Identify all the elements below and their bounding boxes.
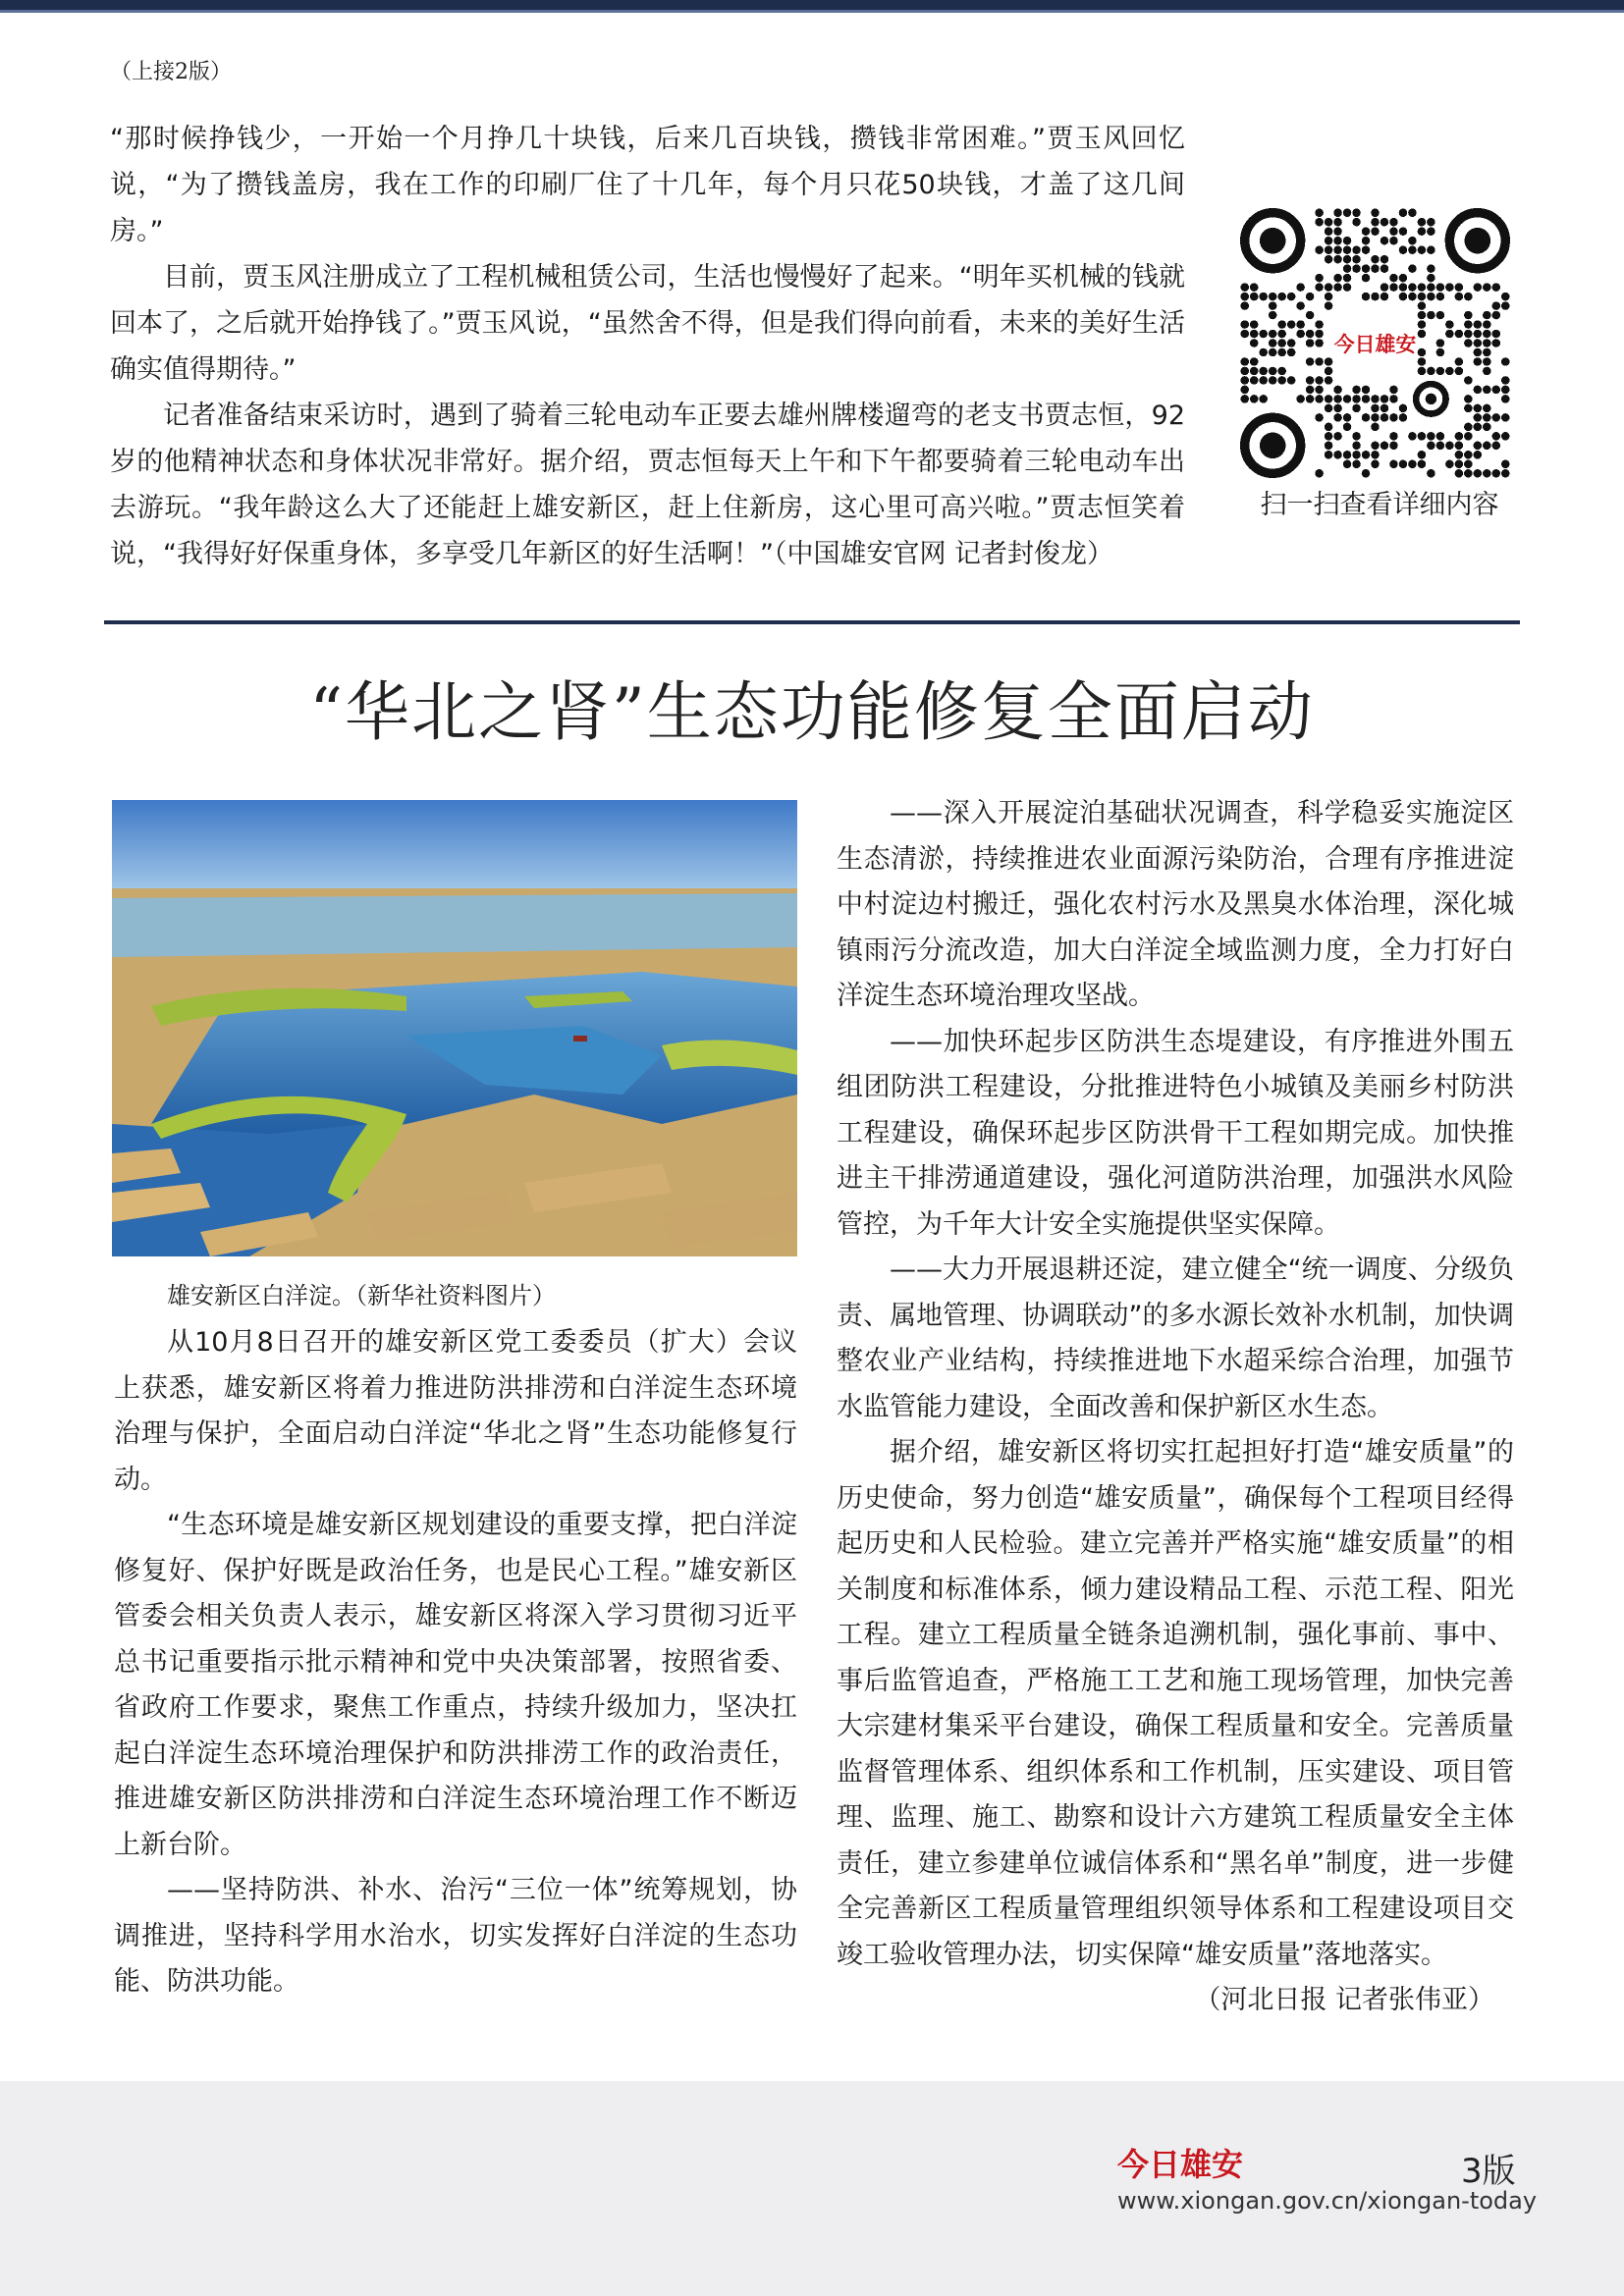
top-banner-accent <box>0 10 1624 13</box>
qr-code[interactable] <box>1240 208 1510 478</box>
qr-caption: 扫一扫查看详细内容 <box>1260 490 1499 520</box>
article-left-column <box>114 1320 797 2005</box>
photo-caption: 雄安新区白洋淀。（新华社资料图片） <box>167 1282 556 1309</box>
paragraph: “那时候挣钱少，一开始一个月挣几十块钱，后来几百块钱，攒钱非常困难。”贾玉风回忆说，“为了攒钱盖房，我在工作的印刷厂住了十几年，每个月只花50块钱，才盖了这几间房。” <box>110 124 1185 246</box>
paragraph: ——深入开展淀泊基础状况调查，科学稳妥实施淀区生态清淤，持续推进农业面源污染防治，合理有序推进淀中村淀边村搬迁，强化农村污水及黑臭水体治理，深化城镇雨污分流改造，加大白洋淀全域监测力度，全力打好白洋淀生态环境治理攻坚战。 <box>837 798 1514 1011</box>
paragraph: ——大力开展退耕还淀，建立健全“统一调度、分级负责、属地管理、协调联动”的多水源长效补水机制，加快调整农业产业结构，持续推进地下水超采综合治理，加强节水监管能力建设，全面改善和保护新区水生态。 <box>837 1255 1514 1422</box>
paragraph: 记者准备结束采访时，遇到了骑着三轮电动车正要去雄州牌楼遛弯的老支书贾志恒，92岁的他精神状态和身体状况非常好。据介绍，贾志恒每天上午和下午都要骑着三轮电动车出去游玩。“我年龄这么大了还能赶上雄安新区，赶上住新房，这心里可高兴啦。”贾志恒笑着说，“我得好好保重身体，多享受几年新区的好生活啊！”（中国雄安官网 记者封俊龙） <box>110 400 1185 569</box>
article-byline: （河北日报 记者张伟亚） <box>1194 1985 1494 2015</box>
paragraph: 据介绍，雄安新区将切实扛起担好打造“雄安质量”的历史使命，努力创造“雄安质量”，确保每个工程项目经得起历史和人民检验。建立完善并严格实施“雄安质量”的相关制度和标准体系，倾力建设精品工程、示范工程、阳光工程。建立工程质量全链条追溯机制，强化事前、事中、事后监管追查，严格施工工艺和施工现场管理，加快完善大宗建材集采平台建设，确保工程质量和安全。完善质量监督管理体系、组织体系和工作机制，压实建设、项目管理、监理、施工、勘察和设计六方建筑工程质量安全主体责任，建立参建单位诚信体系和“黑名单”制度，进一步健全完善新区工程质量管理组织领导体系和工程建设项目交竣工验收管理办法，切实保障“雄安质量”落地落实。 <box>837 1437 1514 1970</box>
section-divider <box>104 620 1520 624</box>
article-right-column <box>837 791 1514 2024</box>
top-banner-bar <box>0 0 1624 10</box>
footer-url[interactable]: www.xiongan.gov.cn/xiongan-today <box>1117 2187 1538 2215</box>
paragraph: ——加快环起步区防洪生态堤建设，有序推进外围五组团防洪工程建设，分批推进特色小城镇及美丽乡村防洪工程建设，确保环起步区防洪骨干工程如期完成。加快推进主干排涝通道建设，强化河道防洪治理，加强洪水风险管控，为千年大计安全实施提供坚实保障。 <box>837 1026 1514 1240</box>
previous-article-continuation <box>110 116 1185 577</box>
paragraph: 从10月8日召开的雄安新区党工委委员（扩大）会议上获悉，雄安新区将着力推进防洪排涝和白洋淀生态环境治理与保护，全面启动白洋淀“华北之肾”生态功能修复行动。 <box>114 1327 797 1495</box>
paragraph: 目前，贾玉风注册成立了工程机械租赁公司，生活也慢慢好了起来。“明年买机械的钱就回本了，之后就开始挣钱了。”贾玉风说，“虽然舍不得，但是我们得向前看，未来的美好生活确实值得期待。” <box>110 262 1185 385</box>
qr-logo-text: 今日雄安 <box>1333 332 1417 357</box>
continued-from-note: （上接2版） <box>110 60 232 84</box>
paragraph: “生态环境是雄安新区规划建设的重要支撑，把白洋淀修复好、保护好既是政治任务，也是民心工程。”雄安新区管委会相关负责人表示，雄安新区将深入学习贯彻习近平总书记重要指示批示精神和党中央决策部署，按照省委、省政府工作要求，聚焦工作重点，持续升级加力，坚决扛起白洋淀生态环境治理保护和防洪排涝工作的政治责任，推进雄安新区防洪排涝和白洋淀生态环境治理工作不断迈上新台阶。 <box>114 1510 797 1860</box>
paragraph: ——坚持防洪、补水、治污“三位一体”统筹规划，协调推进，坚持科学用水治水，切实发挥好白洋淀的生态功能、防洪功能。 <box>114 1875 797 1997</box>
footer-logo-text: 今日雄安 <box>1117 2146 1244 2183</box>
article-headline: “华北之肾”生态功能修复全面启动 <box>309 674 1315 750</box>
page-number: 3版 <box>1461 2152 1516 2191</box>
baiyangdian-aerial-photo <box>112 800 797 1256</box>
jinri-xiongan-logo <box>1117 2144 1255 2185</box>
